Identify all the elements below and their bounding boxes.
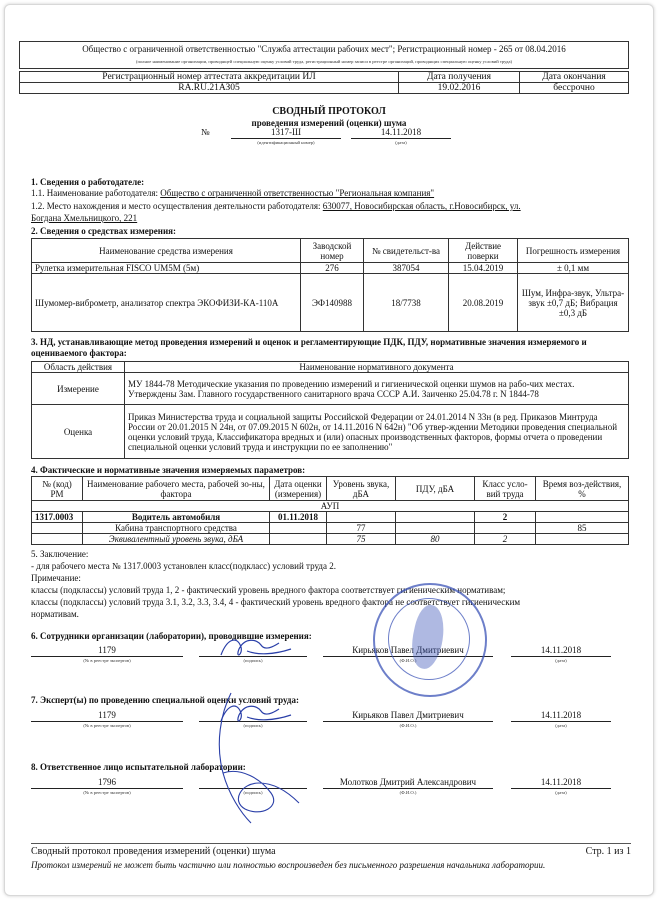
instrument-row: [32, 263, 629, 274]
employer-address-value-1: 630077, Новосибирская область, г.Новосибирск, ул.: [322, 201, 521, 211]
rm-date: 01.11.2018: [270, 512, 327, 523]
meas-col-level: Уровень звука, дБА: [327, 477, 396, 501]
date-end-value: бессрочно: [520, 83, 629, 94]
instr-cert: 18/7738: [364, 274, 449, 332]
section6-heading: 6. Сотрудники организации (лаборатории), проводившие измерения:: [31, 631, 312, 641]
employer-address-value-2: Богдана Хмельницкого, 221: [31, 213, 138, 223]
protocol-number: 1317-Ш: [270, 127, 302, 137]
eq-pdu: 80: [396, 534, 475, 545]
s6-reg-caption: (№ в реестре экспертов): [83, 658, 131, 663]
meas-col-name: Наименование рабочего места, рабочей зо-ны, фактора: [83, 477, 270, 501]
employer-name-value: Общество с ограниченной ответственностью "Региональная компания": [160, 188, 435, 198]
signature-3: [201, 683, 311, 833]
norm-col-area: Область действия: [32, 362, 125, 373]
s8-date-caption: (дата): [555, 790, 567, 795]
table-row: [32, 523, 629, 534]
s8-reg-caption: (№ в реестре экспертов): [83, 790, 131, 795]
note-line-1: классы (подклассы) условий труда 1, 2 - фактический уровень вредного фактора соответствует гигиеническим нормативам;: [31, 585, 506, 595]
s7-date-caption: (дата): [555, 723, 567, 728]
s6-fio-caption: (Ф.И.О.): [399, 658, 417, 663]
instr-valid: 15.04.2019: [449, 263, 518, 274]
normative-row: [32, 405, 629, 459]
norm-area: Оценка: [32, 405, 125, 459]
s7-fio: Кирьяков Павел Дмитриевич: [352, 710, 464, 720]
rm-name: Водитель автомобиля: [83, 512, 270, 523]
org-caption: (полное наименование организации, проводящей специальную оценку условий труда, регистрационный номер записи в реестре организаций, проводящих специальную оценку условий труда): [135, 59, 513, 64]
instr-name: Рулетка измерительная FISCO UM5M (5м): [32, 263, 301, 274]
note-line-3: нормативам.: [31, 609, 79, 619]
meas-col-time: Время воз-действия, %: [536, 477, 629, 501]
s7-sign-caption: (подпись): [243, 723, 263, 728]
cabin-level: 77: [327, 523, 396, 534]
norm-area: Измерение: [32, 373, 125, 405]
protocol-subtitle: проведения измерений (оценки) шума: [251, 118, 407, 128]
instr-col-valid: Действие поверки: [449, 239, 518, 263]
s6-sign-caption: (подпись): [243, 658, 263, 663]
s6-date: 14.11.2018: [540, 645, 582, 655]
norm-col-doc: Наименование нормативного документа: [125, 362, 629, 373]
norm-doc: МУ 1844-78 Методические указания по проведению измерений и гигиенической оценки шумов на рабо-чих местах. Утверждены Зам. Главного государственного санитарного врача СССР А.И. Заиченко 25.04.78 г. N 1844-78: [125, 373, 629, 405]
rm-code: 1317.0003: [32, 512, 83, 523]
s7-fio-caption: (Ф.И.О.): [399, 723, 417, 728]
section2-heading: 2. Сведения о средствах измерения:: [31, 226, 177, 236]
employer-address-label: 1.2. Место нахождения и место осуществления деятельности работодателя:: [31, 201, 323, 211]
employer-address: [31, 201, 631, 211]
accred-label: Регистрационный номер аттестата аккредитации ИЛ: [20, 72, 399, 83]
note-label: Примечание:: [31, 573, 81, 583]
section4-heading: 4. Фактические и нормативные значения измеряемых параметров:: [31, 465, 306, 475]
s7-reg-caption: (№ в реестре экспертов): [83, 723, 131, 728]
instr-valid: 20.08.2019: [449, 274, 518, 332]
s7-date: 14.11.2018: [540, 710, 582, 720]
org-header-box: [19, 41, 629, 69]
normative-row: [32, 373, 629, 405]
instr-serial: 276: [301, 263, 364, 274]
measurements-table: [31, 476, 629, 545]
date-end-label: Дата окончания: [520, 72, 629, 83]
section8-heading: 8. Ответственное лицо испытательной лаборатории:: [31, 762, 246, 772]
date-recv-value: 19.02.2016: [399, 83, 520, 94]
section3-heading: 3. НД, устанавливающие метод проведения измерений и оценок и регламентирующие ПДК, ПДУ, нормативные значения измеряемого и оцениваемого фактора:: [31, 337, 587, 358]
org-line: Общество с ограниченной ответственностью "Служба аттестации рабочих мест"; Регистрационный номер - 265 от 08.04.2016: [82, 44, 566, 54]
employer-name-label: 1.1. Наименование работодателя:: [31, 188, 161, 198]
number-caption: (идентификационный номер): [257, 140, 315, 145]
instr-col-cert: № свидетельст-ва: [364, 239, 449, 263]
footer-page: Стр. 1 из 1: [585, 846, 631, 857]
s6-date-caption: (дата): [555, 658, 567, 663]
rm-class: 2: [475, 512, 536, 523]
employer-name: [31, 188, 631, 198]
s6-reg-no: 1179: [98, 645, 116, 655]
instruments-table: [31, 238, 629, 332]
meas-aup: АУП: [32, 501, 629, 512]
signature-1: [217, 629, 297, 669]
accreditation-table: [19, 71, 629, 94]
meas-col-date: Дата оценки (измерения): [270, 477, 327, 501]
instr-col-error: Погрешность измерения: [518, 239, 629, 263]
s8-date: 14.11.2018: [540, 777, 582, 787]
table-row: [32, 534, 629, 545]
instrument-row: [32, 274, 629, 332]
s6-fio: Кирьяков Павел Дмитриевич: [352, 645, 464, 655]
table-row: [32, 512, 629, 523]
meas-col-class: Класс усло-вий труда: [475, 477, 536, 501]
instr-error: ± 0,1 мм: [518, 263, 629, 274]
protocol-date: 14.11.2018: [380, 127, 422, 137]
eq-level: 75: [327, 534, 396, 545]
s8-reg-no: 1796: [98, 777, 116, 787]
footer-title: Сводный протокол проведения измерений (оценки) шума: [31, 846, 276, 857]
number-sign: №: [201, 127, 210, 137]
meas-col-pdu: ПДУ, дБА: [396, 477, 475, 501]
s8-fio-caption: (Ф.И.О.): [399, 790, 417, 795]
instr-col-name: Наименование средства измерения: [32, 239, 301, 263]
date-caption: (дата): [395, 140, 407, 145]
instr-serial: ЭФ140988: [301, 274, 364, 332]
eq-class: 2: [475, 534, 536, 545]
date-recv-label: Дата получения: [399, 72, 520, 83]
s7-reg-no: 1179: [98, 710, 116, 720]
section5-heading: 5. Заключение:: [31, 549, 89, 559]
s8-sign-caption: (подпись): [243, 790, 263, 795]
cabin-row-name: Кабина транспортного средства: [83, 523, 270, 534]
s8-fio: Молотков Дмитрий Александрович: [339, 777, 477, 787]
instr-cert: 387054: [364, 263, 449, 274]
accred-value: RA.RU.21АЗ05: [20, 83, 399, 94]
instr-name: Шумомер-виброметр, анализатор спектра ЭКОФИЗИ-КА-110А: [32, 274, 301, 332]
instr-error: Шум, Инфра-звук, Ультра-звук ±0,7 дБ; Вибрация ±0,3 дБ: [518, 274, 629, 332]
eq-row-name: Эквивалентный уровень звука, дБА: [83, 534, 270, 545]
protocol-title: СВОДНЫЙ ПРОТОКОЛ: [272, 106, 386, 117]
section1-heading: 1. Сведения о работодателе:: [31, 177, 145, 187]
meas-col-code: № (код) РМ: [32, 477, 83, 501]
conclusion-line: - для рабочего места № 1317.0003 установлен класс(подкласс) условий труда 2.: [31, 561, 336, 571]
document-page: [4, 4, 654, 896]
cabin-time: 85: [536, 523, 629, 534]
norm-doc: Приказ Министерства труда и социальной защиты Российской Федерации от 24.01.2014 N 33н (в ред. Приказов Минтруда России от 20.01.2015 N 24н, от 07.09.2015 N 602н, от 14.11.2016 N 642н) "Об утвер-ждении Методики проведения специальной оценки условий труда, Классификатора вредных и (или) опасных производственных факторов, формы отчета о проведении специальной оценки условий труда и инструкции по ее заполнению": [125, 405, 629, 459]
organization-stamp: [373, 583, 487, 697]
normative-docs-table: [31, 361, 629, 459]
section7-heading: 7. Эксперт(ы) по проведению специальной оценки условий труда:: [31, 695, 299, 705]
footer-notice: Протокол измерений не может быть частично или полностью воспроизведен без письменного разрешения начальника лаборатории.: [31, 860, 546, 870]
instr-col-serial: Заводской номер: [301, 239, 364, 263]
note-line-2: классы (подклассы) условий труда 3.1, 3.2, 3.3, 3.4, 4 - фактический уровень вредного фактора не соответствует гигиеническим: [31, 597, 521, 607]
